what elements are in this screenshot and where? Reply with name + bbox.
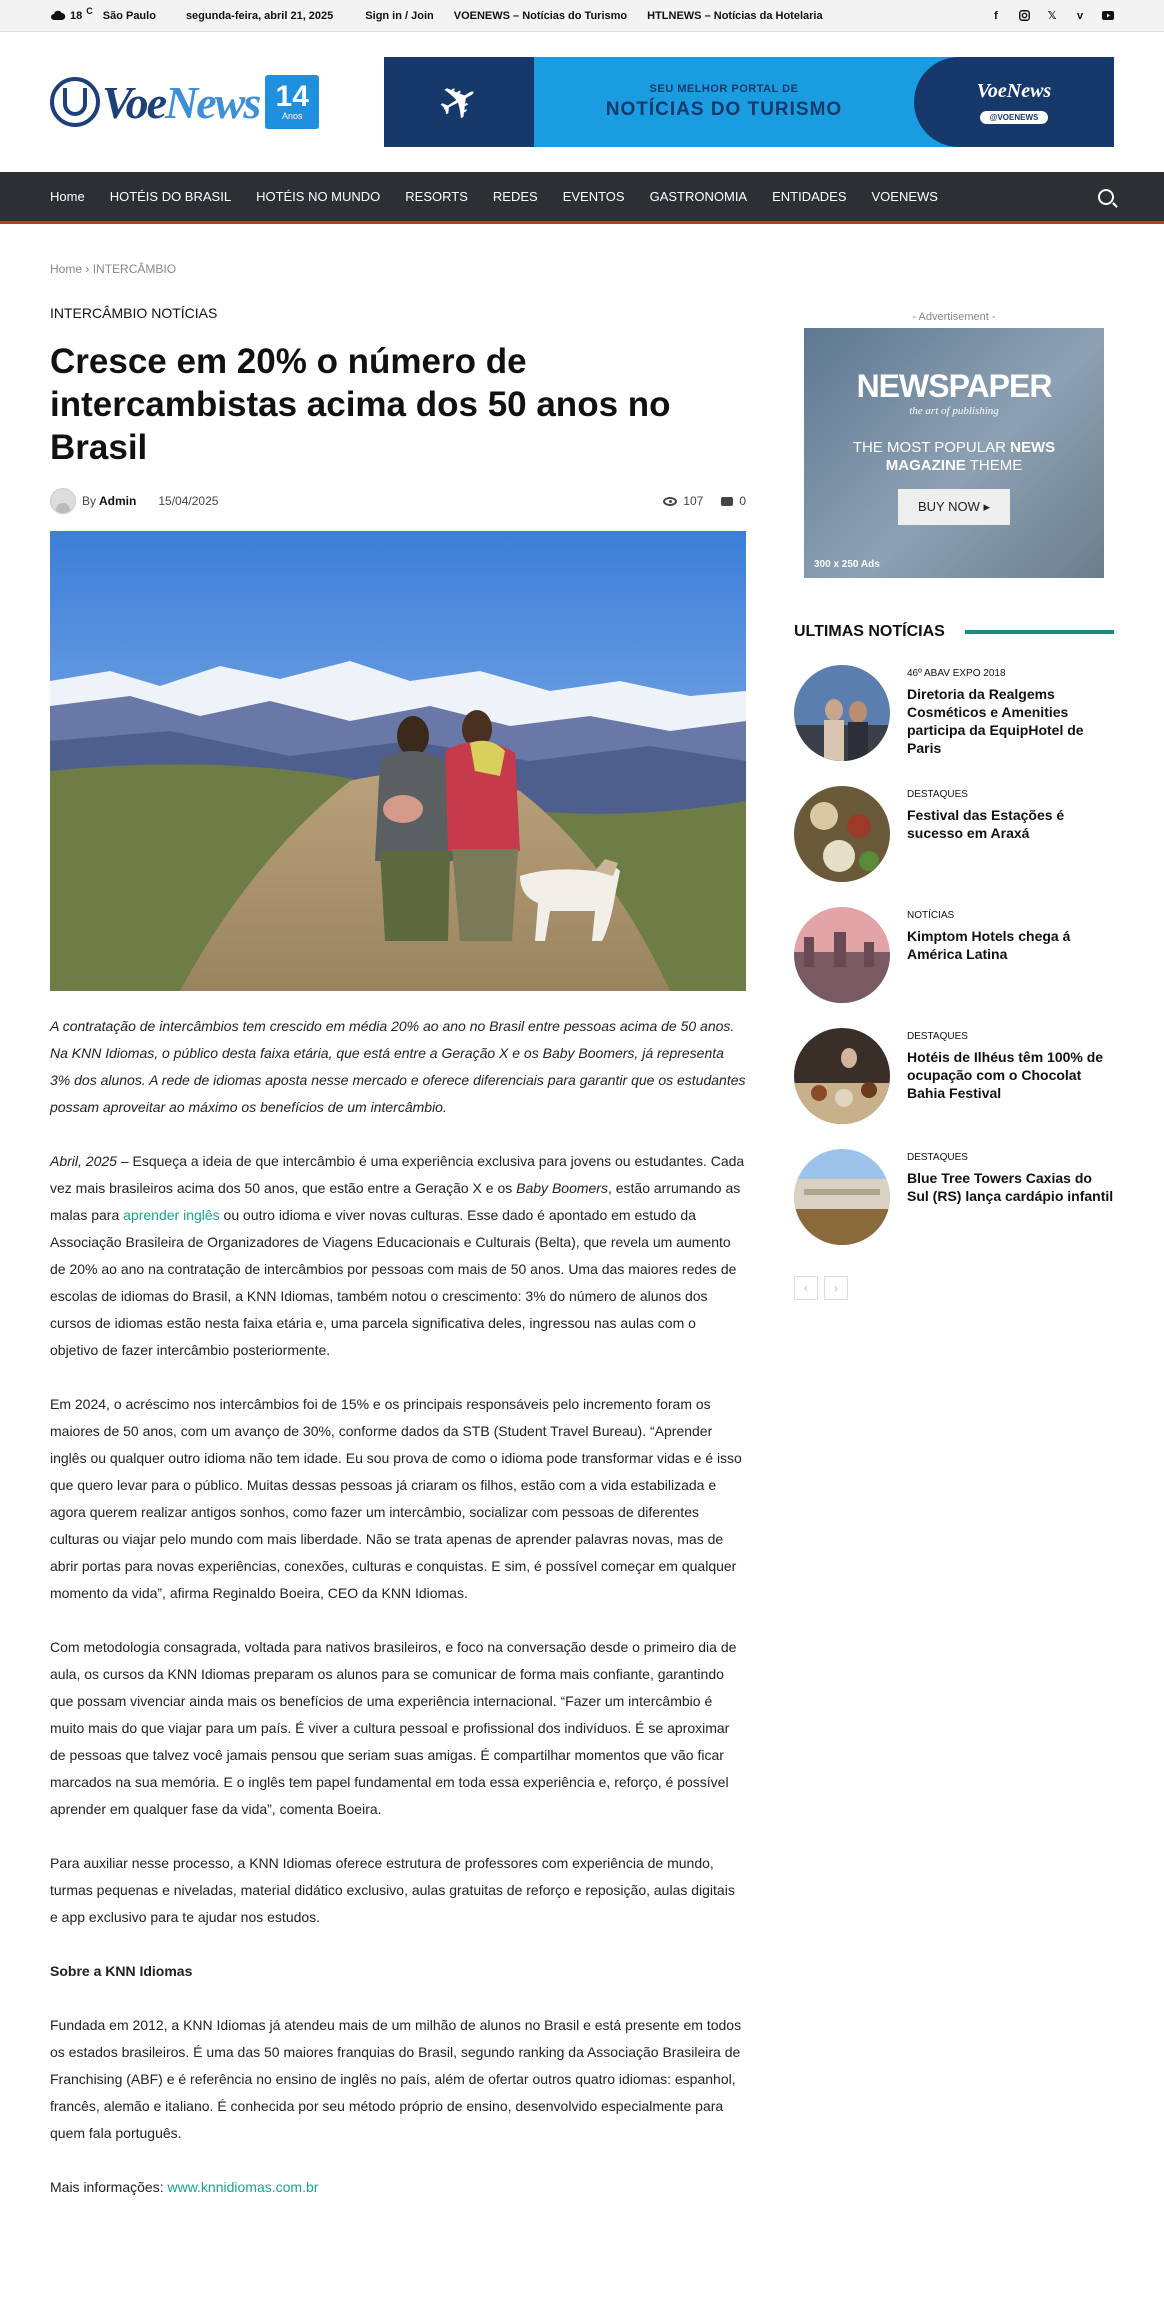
x-icon[interactable]: 𝕏 — [1047, 10, 1057, 22]
paragraph-4: Para auxiliar nesse processo, a KNN Idiomas oferece estrutura de professores com experiência de mundo, turmas pequenas e niveladas, material didático exclusivo, aulas gratuitas de reforço e reposição, aulas digitais e app exclusivo para te ajudar nos estudos. — [50, 1855, 735, 1925]
section-underline — [965, 630, 1114, 634]
nav-eventos[interactable]: EVENTOS — [562, 189, 625, 204]
article-body — [50, 1013, 746, 2201]
news-title[interactable]: Festival das Estações é sucesso em Araxá — [907, 807, 1065, 841]
signin-link[interactable]: Sign in / Join — [365, 9, 434, 22]
site-header — [0, 32, 1164, 172]
nav-redes[interactable]: REDES — [492, 189, 538, 204]
about-heading: Sobre a KNN Idiomas — [50, 1963, 193, 1979]
nav-resorts[interactable]: RESORTS — [405, 189, 468, 204]
author-avatar[interactable] — [50, 488, 76, 514]
nav-gastronomia[interactable]: GASTRONOMIA — [649, 189, 748, 204]
news-category[interactable]: NOTÍCIAS — [907, 910, 955, 921]
news-item[interactable] — [794, 1028, 1114, 1149]
cloud-icon — [50, 10, 66, 21]
news-category[interactable]: DESTAQUES — [907, 1031, 968, 1042]
news-item[interactable] — [794, 665, 1114, 786]
ad-copy: THE MOST POPULAR NEWS MAGAZINE THEME — [852, 439, 1056, 474]
paragraph-5: Fundada em 2012, a KNN Idiomas já atendeu mais de um milhão de alunos no Brasil e está presente em todos os estados brasileiros. É uma das 50 maiores franquias do Brasil, segundo ranking da Associação Brasileira de Franchising (ABF) e é referência no ensino de inglês no país, além de ofertar outros quatro idiomas: espanhol, francês, alemão e italiano. É conhecida por seu método próprio de ensino, desenvolvido especialmente para quem fala português. — [50, 2017, 742, 2141]
breadcrumb — [50, 262, 746, 276]
search-icon[interactable] — [1098, 189, 1114, 205]
news-item[interactable] — [794, 1149, 1114, 1270]
category-noticias[interactable]: NOTÍCIAS — [151, 305, 218, 321]
latest-news-title: ULTIMAS NOTÍCIAS — [794, 623, 945, 640]
sidebar-ad[interactable] — [804, 328, 1104, 578]
sidebar — [794, 224, 1114, 2228]
comments-count: 0 — [739, 494, 746, 508]
news-category[interactable]: DESTAQUES — [907, 789, 968, 800]
banner-headline: NOTÍCIAS DO TURISMO — [605, 99, 843, 120]
advertisement-label: - Advertisement - — [912, 311, 996, 323]
news-item[interactable] — [794, 907, 1114, 1028]
article-title: Cresce em 20% o número de intercambistas acima dos 50 anos no Brasil — [50, 342, 671, 467]
htlnews-link[interactable]: HTLNEWS – Notícias da Hotelaria — [647, 9, 823, 22]
paragraph-2: Em 2024, o acréscimo nos intercâmbios foi de 15% e os principais responsáveis pelo incremento foram os maiores de 50 anos, com um avanço de 30%, conforme dados da STB (Student Travel Bureau). “Aprender inglês ou qualquer outro idioma não tem idade. Eu sou prova de como o idioma pode transformar vidas e é isso que quero levar para o público. Muitas dessas pessoas já criaram os filhos, estão com a vida estabilizada e agora querem realizar antigos sonhos, como fazer um intercâmbio, socializar com pessoas de diferentes culturas ou viajar pelo mundo com mais liberdade. Não se trata apenas de aprender palavras novas, mas de abrir portas para novas experiências, conexões, culturas e conquistas. E sim, é possível começar em qualquer momento da vida”, afirma Reginaldo Boeira, CEO da KNN Idiomas. — [50, 1396, 742, 1601]
news-thumbnail[interactable] — [794, 786, 890, 882]
latest-news-list — [794, 665, 1114, 1270]
ad-tagline: the art of publishing — [909, 405, 999, 417]
author-name[interactable]: Admin — [99, 494, 137, 508]
banner-brand: VoeNews — [976, 80, 1052, 102]
article-meta — [50, 486, 746, 516]
banner-handle: @VOENEWS — [980, 111, 1049, 124]
main-nav — [0, 172, 1164, 224]
nav-home[interactable]: Home — [50, 189, 85, 204]
latest-news-header — [794, 623, 1114, 641]
news-title[interactable]: Diretoria da Realgems Cosméticos e Amenities participa da EquipHotel de Paris — [907, 686, 1084, 756]
badge-text: Anos — [281, 111, 303, 121]
views-stat — [663, 494, 703, 508]
badge-number: 14 — [275, 80, 309, 113]
current-date: segunda-feira, abril 21, 2025 — [185, 9, 334, 22]
hero-image — [50, 531, 746, 991]
youtube-icon[interactable] — [1102, 10, 1114, 22]
weather-widget — [50, 5, 156, 22]
news-item[interactable] — [794, 786, 1114, 907]
news-title[interactable]: Hotéis de Ilhéus têm 100% de ocupação com o Chocolat Bahia Festival — [907, 1049, 1104, 1101]
news-thumbnail[interactable] — [794, 665, 890, 761]
news-category[interactable]: 46º ABAV EXPO 2018 — [907, 668, 1006, 679]
nav-voenews[interactable]: VOENEWS — [871, 189, 938, 204]
by-label: By — [82, 494, 97, 508]
site-logo[interactable] — [50, 75, 330, 129]
header-banner-ad[interactable] — [384, 57, 1114, 147]
comment-icon — [721, 497, 733, 506]
nav-entidades[interactable]: ENTIDADES — [772, 189, 847, 204]
airplane-icon: ✈ — [428, 69, 490, 136]
logo-wordmark: VoeNews — [102, 76, 260, 128]
paragraph-3: Com metodologia consagrada, voltada para nativos brasileiros, e foco na conversação desde o primeiro dia de aula, os cursos da KNN Idiomas preparam os alunos para se comunicar de forma mais confiante, garantindo que possam vivenciar ainda mais os benefícios de uma experiência internacional. “Fazer um intercâmbio é muito mais do que viajar para um país. É viver a cultura pessoal e profissional dos indivíduos. É se aproximar de pessoas que talvez você jamais pensou que seriam suas amigas. É compartilhar momentos que vão ficar marcados na sua memória. E o inglês tem papel fundamental em toda essa experiência e, reforço, é possível aprender em qualquer fase da vida”, comenta Boeira. — [50, 1639, 737, 1817]
news-category[interactable]: DESTAQUES — [907, 1152, 968, 1163]
aprender-ingles-link[interactable]: aprender inglês — [123, 1207, 220, 1223]
article-categories — [50, 305, 746, 321]
ad-size-label: 300 x 250 Ads — [814, 559, 880, 570]
news-title[interactable]: Kimptom Hotels chega á América Latina — [907, 928, 1071, 962]
views-count: 107 — [683, 494, 704, 508]
category-intercambio[interactable]: INTERCÂMBIO — [50, 305, 148, 321]
article-lead: A contratação de intercâmbios tem crescido em média 20% ao ano no Brasil entre pessoas acima de 50 anos. Na KNN Idiomas, o público desta faixa etária, que está entre a Geração X e os Baby Boomers, já representa 3% dos alunos. A rede de idiomas aposta nesse mercado e oferece diferenciais para garantir que os estudantes possam aproveitar ao máximo os benefícios de um intercâmbio. — [50, 1018, 746, 1115]
pager-prev-button[interactable]: ‹ — [794, 1276, 818, 1300]
anniversary-badge — [265, 75, 319, 129]
facebook-icon[interactable]: f — [994, 9, 998, 22]
eye-icon — [663, 497, 677, 506]
breadcrumb-current[interactable]: INTERCÂMBIO — [92, 262, 177, 276]
news-thumbnail[interactable] — [794, 1149, 890, 1245]
news-pager — [794, 1276, 1114, 1300]
pager-next-button[interactable]: › — [824, 1276, 848, 1300]
nav-hoteis-do-brasil[interactable]: HOTÉIS DO BRASIL — [109, 189, 232, 204]
news-title[interactable]: Blue Tree Towers Caxias do Sul (RS) lança cardápio infantil — [907, 1170, 1114, 1204]
news-thumbnail[interactable] — [794, 907, 890, 1003]
knn-website-link[interactable]: www.knnidiomas.com.br — [167, 2179, 319, 2195]
comments-stat[interactable] — [721, 494, 746, 508]
news-thumbnail[interactable] — [794, 1028, 890, 1124]
breadcrumb-separator: › — [85, 262, 90, 276]
logo-mark-icon — [50, 77, 100, 127]
publish-date: 15/04/2025 — [158, 494, 219, 508]
voenews-link[interactable]: VOENEWS – Notícias do Turismo — [453, 9, 628, 22]
top-bar — [0, 0, 1164, 32]
banner-kicker: SEU MELHOR PORTAL DE — [649, 83, 799, 95]
ad-buy-now-button[interactable]: BUY NOW ▸ — [898, 489, 1010, 525]
instagram-icon[interactable] — [1018, 10, 1030, 22]
ad-title: NEWSPAPER — [856, 368, 1052, 404]
more-info: Mais informações: www.knnidiomas.com.br — [50, 2179, 319, 2195]
social-icons — [990, 10, 1114, 22]
city: São Paulo — [102, 9, 156, 22]
breadcrumb-home[interactable]: Home — [50, 262, 83, 276]
vimeo-icon[interactable]: v — [1076, 9, 1084, 22]
temperature: 18 — [70, 9, 83, 22]
paragraph-1: Abril, 2025 – Esqueça a ideia de que intercâmbio é uma experiência exclusiva para jovens ou estudantes. Cada vez mais brasileiros acima dos 50 anos, que estão entre a Geração X e os Baby Boomers, estão arrumando as malas para aprender inglês ou outro idioma e viver novas culturas. Esse dado é apontado em estudo da Associação Brasileira de Organizadores de Viagens Educacionais e Culturais (Belta), que revela um aumento de 20% ao ano na contratação de intercâmbios por pessoas com mais de 50 anos. Uma das maiores redes de escolas de idiomas do Brasil, a KNN Idiomas, também notou o crescimento: 3% do número de alunos dos cursos de idiomas estão nesta faixa etária e, uma parcela significativa deles, ingressou nas aulas com o objetivo de fazer intercâmbio posteriormente. — [50, 1153, 745, 1358]
nav-hoteis-no-mundo[interactable]: HOTÉIS NO MUNDO — [256, 189, 381, 204]
article — [50, 224, 746, 2228]
temperature-unit: C — [86, 5, 93, 16]
